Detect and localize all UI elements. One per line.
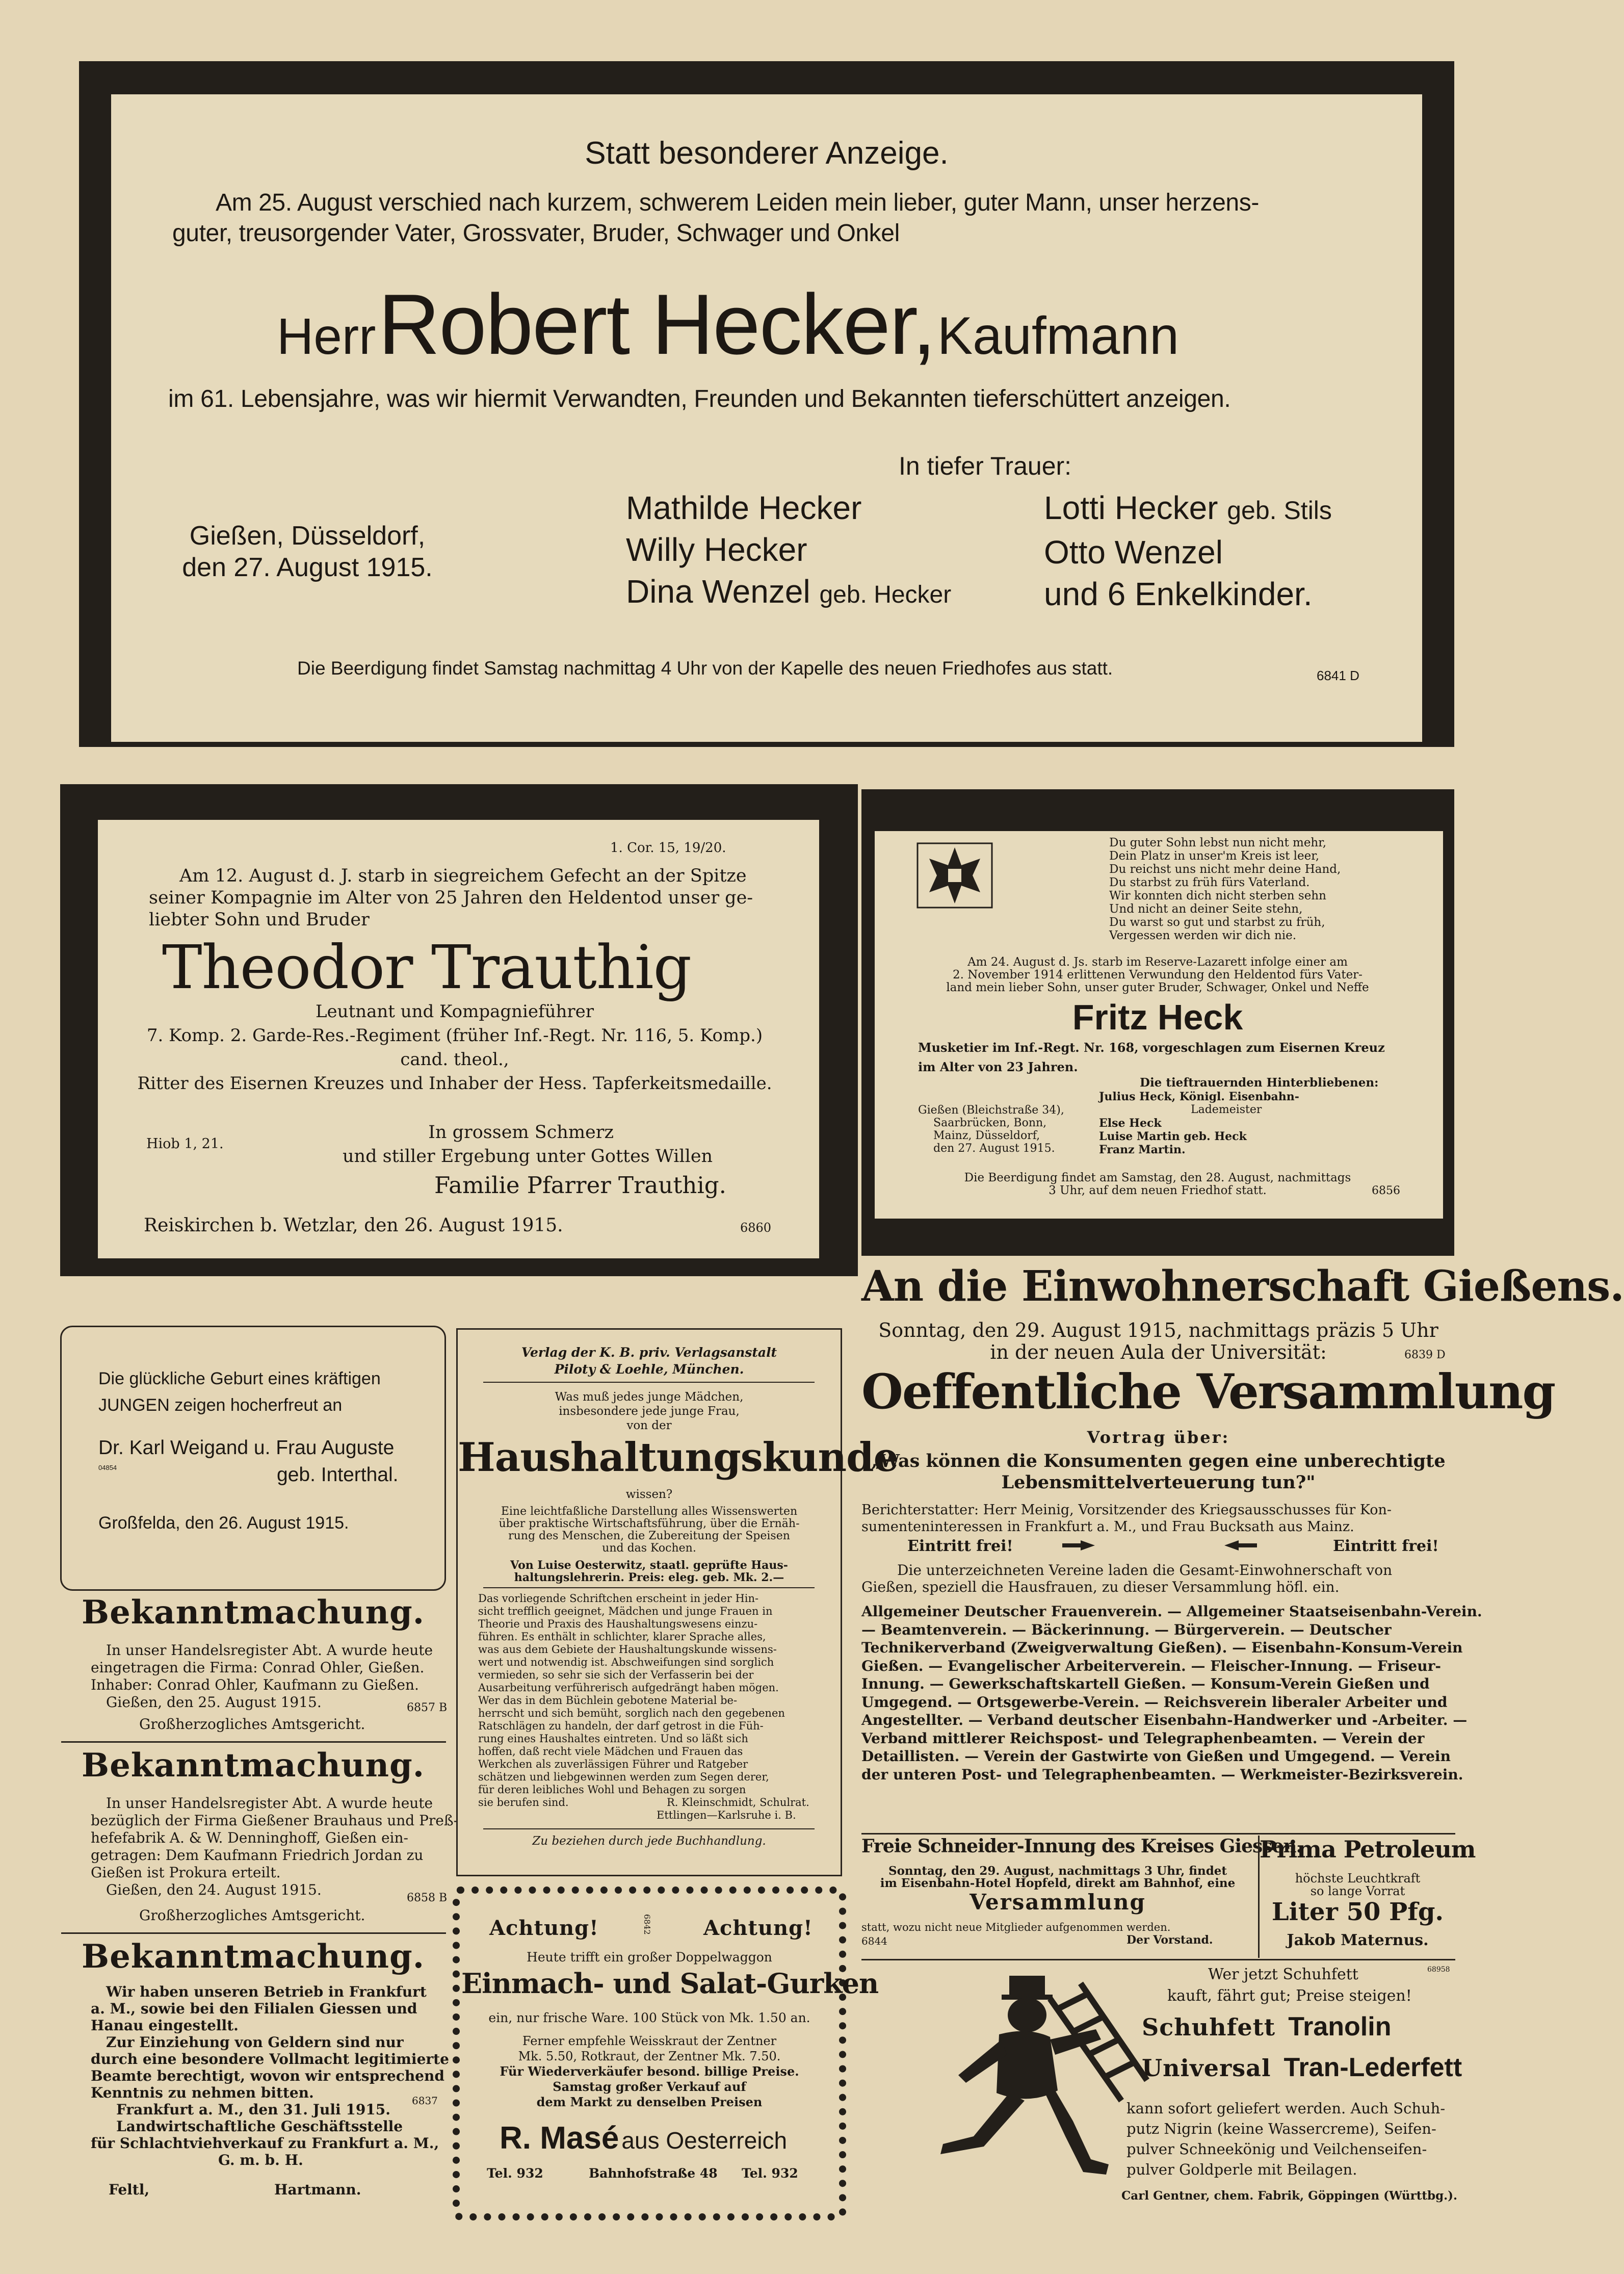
meeting-info: Sonntag, den 29. August, nachmittags 3 Uhr, findet im Eisenbahn-Hotel Hopfeld, direkt am Bahnhof, eine (880, 1864, 1236, 1890)
reviewer: R. Kleinschmidt, Schulrat. (667, 1796, 809, 1808)
text-line: Wer jetzt Schuhfett (1208, 1966, 1358, 1983)
rank-block (123, 1000, 786, 1096)
signature: Großherzogliches Amtsgericht. (139, 1716, 365, 1733)
deceased-name: Fritz Heck (1072, 997, 1243, 1037)
invitation: Die unterzeichneten Vereine laden die Gesamt-Einwohnerschaft von Gießen, speziell die Hausfrauen, zu dieser Versammlung höfl. ein. (861, 1562, 1393, 1595)
mourner: Mathilde Hecker (626, 489, 862, 526)
text-line: liebter Sohn und Bruder (149, 910, 370, 930)
poem: Du guter Sohn lebst nun nicht mehr, Dein Platz in unser'm Kreis ist leer, Du reichst uns nicht mehr deine Hand, Du starbst zu früh fürs Vaterland. Wir konnten dich nicht sterben sehn Und nicht an deiner Seite stehn, Du warst so gut und starbst zu früh, Vergessen werden wir dich nie. (1109, 836, 1341, 942)
meeting-place: in der neuen Aula der Universität: (990, 1341, 1327, 1363)
product-title: Einmach- und Salat-Gurken (461, 1967, 879, 2000)
seller: Jakob Maternus. (1287, 1931, 1429, 1949)
reviewer-place: Ettlingen—Karlsruhe i. B. (657, 1809, 796, 1821)
pointing-hand-icon (1223, 1537, 1259, 1554)
product-1: Schuhfett Tranolin (1142, 2012, 1392, 2042)
ad-code: 6844 (861, 1935, 887, 1947)
rank: Leutnant und Kompagnieführer (315, 1001, 594, 1022)
deceased-name: Theodor Trauthig (162, 932, 692, 1002)
product-2: Universal Tran-Lederfett (1142, 2053, 1462, 2082)
book-title: Haushaltungskunde (458, 1434, 899, 1481)
firm-name: R. Masé aus Oesterreich (500, 2121, 788, 2156)
notice-heading: An die Einwohnerschaft Gießens. (861, 1262, 1624, 1311)
author: Von Luise Oesterwitz, staatl. geprüfte Haus- haltungslehrerin. Preis: eleg. geb. Mk. 2.— (510, 1559, 788, 1584)
deceased-name (277, 275, 1179, 374)
verse-ref: 1. Cor. 15, 19/20. (610, 840, 726, 856)
question: Was muß jedes junge Mädchen, insbesondere jede junge Frau, von der (555, 1390, 744, 1432)
talk-title: „Was können die Konsumenten gegen eine unberechtigte Lebensmittelverteuerung tun?" (871, 1451, 1446, 1493)
notice-ohler (60, 1593, 446, 1741)
survivors: Julius Heck, Königl. Eisenbahn- Lademeister Else Heck Luise Martin geb. Heck Franz Martin. (1099, 1090, 1299, 1156)
text-block: Am 24. August d. Js. starb im Reserve-Lazarett infolge einer am 2. November 1914 erlittenen Verwundung den Heldentod fürs Vater- land mein lieber Sohn, unser guter Bruder, Schwager, Onkel und Neffe (946, 955, 1369, 994)
product-info: kann sofort geliefert werden. Auch Schuh- putz Nigrin (keine Wassercreme), Seifen- pulver Schneekönig und Veilchenseifen- pulver Goldperle mit Beilagen. (1127, 2100, 1446, 2178)
associations: Allgemeiner Deutscher Frauenverein. — Allgemeiner Staatseisenbahn-Verein. — Beamtenverein. — Bäckerinnung. — Bürgerverein. — Deutscher Technikerverband (Zweigverwaltung Gießen). — Eisenbahn-Konsum-Verein Gießen. — Evangelischer Arbeiterverein. — Fleischer-Innung. — Friseur- Innung. — Gewerkschaftskartell Gießen. — Konsum-Verein Gießen und Umgegend. — Ortsgewerbe-Verein. — Reichsverein liberaler Arbeiter und Angestellter. — Verband deutscher Eisenbahn-Handwerker und -Arbeiter. — Verband mittlerer Reichspost- und Telegraphenbeamten. — Verein der Detaillisten. — Verein der Gastwirte von Gießen und Umgegend. — Verein der unteren Post- und Telegraphenbeamten. — Werkmeister-Bezirksverein. (861, 1603, 1482, 1783)
title-herr: Herr (277, 308, 376, 365)
availability: Zu beziehen durch jede Buchhandlung. (532, 1834, 766, 1848)
honors: Ritter des Eisernen Kreuzes und Inhaber der Hess. Tapferkeitsmedaille. (137, 1073, 772, 1094)
rank: Musketier im Inf.-Regt. Nr. 168, vorgeschlagen zum Eisernen Kreuz (918, 1040, 1385, 1055)
obituary-trauthig-box (98, 820, 819, 1258)
manufacturer: Carl Gentner, chem. Fabrik, Göppingen (Württbg.). (1121, 2189, 1458, 2203)
ad-code: 6856 (1372, 1184, 1400, 1197)
prices: Ferner empfehle Weisskraut der Zentner Mk. 5.50, Rotkraut, der Zentner Mk. 7.50. Für Wiederverkäufer besond. billige Preise. Samstag großer Verkauf auf dem Markt zu denselben Preisen (500, 2034, 799, 2109)
review-text: Das vorliegende Schriftchen erscheint in jeder Hin- sicht trefflich geeignet, Mädchen und junge Frauen in Theorie und Praxis des Haushaltungswesens einzu- führen. Es enthält in schlichter, klarer Sprache alles, was aus dem Gebiete der Haushaltungskunde wissens- wert und notwendig ist. Abschweifungen sind sorglich vermieden, so sehr sie sich der Verfasserin bei der Ausarbeitung verführerisch aufgedrängt haben mögen. Wer das in dem Büchlein gebotene Material be- herrscht und sich bemüht, sorglich nach den gegebenen Ratschlägen zu handeln, der darf getrost in die Füh- rung eines Haushaltes eintreten. Und so läßt sich hoffen, daß recht viele Mädchen und Frauen das Werkchen als zuverlässigen Führer und Ratgeber schätzen und liebgewinnen werden zum Segen derer, für deren leibliches Wohl und Behagen zu sorgen sie berufen sind. (478, 1592, 785, 1808)
pointing-hand-icon (1060, 1537, 1096, 1554)
ad-code: 6842 (642, 1914, 652, 1935)
family-name: Familie Pfarrer Trauthig. (434, 1172, 726, 1199)
signature-left: Feltl, (109, 2181, 150, 2198)
parents: Dr. Karl Weigand u. Frau Auguste (98, 1437, 395, 1459)
entry-left: Eintritt frei! (907, 1537, 1013, 1555)
chimney-sweep-illustration (882, 1968, 1147, 2198)
iron-cross-icon (916, 842, 993, 909)
ad-code: 6841 D (1317, 668, 1359, 683)
notice-body: In unser Handelsregister Abt. A wurde heute bezüglich der Firma Gießener Brauhaus und Preß- hefefabrik A. & W. Denninghoff, Gießen ein- getragen: Dem Kaufmann Friedrich Jordan zu Gießen ist Prokura erteilt. Gießen, den 24. August 1915. (91, 1795, 459, 1898)
survivors-heading: Die tieftrauernden Hinterbliebenen: (1140, 1076, 1379, 1090)
name-suffix: Kaufmann (937, 306, 1179, 366)
public-meeting-notice (861, 1262, 1624, 1830)
text-line: Am 12. August d. J. starb in siegreichem Gefecht an der Spitze (179, 866, 747, 886)
age: im Alter von 23 Jahren. (918, 1060, 1078, 1074)
text-line: Am 25. August verschied nach kurzem, schwerem Leiden mein lieber, guter Mann, unser herzens- (216, 189, 1259, 216)
attention-right: Achtung! (703, 1916, 813, 1940)
talk-label: Vortrag über: (1087, 1428, 1230, 1447)
text-line: JUNGEN zeigen hocherfreut an (98, 1396, 343, 1415)
ad-code: 68958 (1427, 1966, 1450, 1974)
ad-code: 6857 B (407, 1701, 448, 1714)
notice-frankfurt (60, 1937, 449, 2213)
place: Gießen, Düsseldorf, (189, 521, 426, 551)
speakers: Berichterstatter: Herr Meinig, Vorsitzender des Kriegsausschusses für Kon- sumenteninteressen in Frankfurt a. M., und Frau Bucksath aus Mainz. (861, 1502, 1392, 1535)
sorrow-block: In grossem Schmerz und stiller Ergebung unter Gottes Willen (343, 1122, 713, 1167)
maiden-name: geb. Interthal. (277, 1464, 399, 1486)
signature-right: Hartmann. (274, 2181, 361, 2198)
date: den 27. August 1915. (182, 553, 433, 582)
notice-heading: Freie Schneider-Innung des Kreises Giessen. (861, 1836, 1302, 1857)
funeral-note: Die Beerdigung findet Samstag nachmittag 4 Uhr von der Kapelle des neuen Friedhofes aus statt. (297, 658, 1113, 679)
notice-body: In unser Handelsregister Abt. A wurde heute eingetragen die Firma: Conrad Ohler, Gießen. Inhaber: Conrad Ohler, Kaufmann zu Gießen. Gießen, den 25. August 1915. (91, 1642, 433, 1711)
study: cand. theol., (400, 1049, 509, 1070)
notice-brauhaus (60, 1746, 459, 1932)
obituary-hecker-box (111, 94, 1422, 742)
regiment: 7. Komp. 2. Garde-Res.-Regiment (früher Inf.-Regt. Nr. 116, 5. Komp.) (146, 1025, 763, 1046)
tailors-guild-notice (861, 1836, 1302, 1958)
question-end: wissen? (625, 1488, 673, 1501)
name-main: Robert Hecker, (378, 276, 935, 372)
shoe-grease-advert (861, 1960, 1462, 2215)
phone-right: Tel. 932 (742, 2166, 798, 2181)
text-line: Heute trifft ein großer Doppelwaggon (527, 1950, 772, 1965)
entry-right: Eintritt frei! (1333, 1537, 1439, 1555)
notice-heading: Bekanntmachung. (81, 1593, 425, 1632)
place-date: Großfelda, den 26. August 1915. (98, 1513, 349, 1533)
mourner: Dina Wenzel geb. Hecker (626, 573, 952, 610)
mourner: Lotti Hecker geb. Stils (1044, 489, 1332, 526)
mourning-label: In tiefer Trauer: (899, 452, 1072, 480)
text-line: seiner Kompagnie im Alter von 25 Jahren den Heldentod unser ge- (149, 888, 753, 908)
address: Bahnhofstraße 48 (589, 2166, 718, 2181)
text-line: guter, treusorgender Vater, Grossvater, Bruder, Schwager und Onkel (172, 220, 900, 247)
place-date: Reiskirchen b. Wetzlar, den 26. August 1915. (144, 1215, 563, 1236)
notice-heading: Bekanntmachung. (81, 1937, 425, 1976)
places: Gießen (Bleichstraße 34), Saarbrücken, Bonn, Mainz, Düsseldorf, den 27. August 1915. (918, 1104, 1064, 1155)
ad-code: 6837 (412, 2095, 438, 2107)
obituary-heck-box (875, 831, 1443, 1219)
petroleum-advert (1258, 1836, 1476, 1958)
book-advert (456, 1328, 899, 1876)
price: Liter 50 Pfg. (1271, 1898, 1444, 1926)
mourner: Otto Wenzel (1044, 534, 1223, 571)
text-line: ein, nur frische Ware. 100 Stück von Mk. 1.50 an. (488, 2010, 810, 2025)
ad-code: 6858 B (407, 1892, 448, 1904)
place-date (154, 520, 460, 583)
mourners-right (1044, 487, 1332, 615)
ad-code: 6839 D (1404, 1349, 1446, 1361)
attention-left: Achtung! (489, 1916, 599, 1940)
meeting-title: Versammlung (970, 1890, 1146, 1915)
funeral-note: Die Beerdigung findet am Samstag, den 28. August, nachmittags 3 Uhr, auf dem neuen Friedhof statt. (964, 1171, 1351, 1197)
publisher: Verlag der K. B. priv. Verlagsanstalt Piloty & Loehle, München. (521, 1345, 777, 1377)
birth-announcement (60, 1326, 446, 1591)
mourner: und 6 Enkelkinder. (1044, 576, 1313, 612)
meeting-date: Sonntag, den 29. August 1915, nachmittags präzis 5 Uhr (878, 1319, 1438, 1341)
notice-heading: Bekanntmachung. (81, 1746, 425, 1785)
text-line: kauft, fährt gut; Preise steigen! (1167, 1987, 1412, 2005)
signature: Der Vorstand. (1127, 1933, 1213, 1947)
tagline: höchste Leuchtkraft so lange Vorrat (1295, 1871, 1421, 1898)
mourners-left (626, 487, 951, 616)
ad-code: 04854 (98, 1464, 117, 1471)
phone-left: Tel. 932 (487, 2166, 543, 2181)
bible-ref: Hiob 1, 21. (146, 1136, 224, 1152)
ad-code: 6860 (740, 1221, 772, 1235)
mourner: Willy Hecker (626, 531, 807, 568)
notice-body: Wir haben unseren Betrieb in Frankfurt a. M., sowie bei den Filialen Giessen und Hanau eingestellt. Zur Einziehung von Geldern sind nur durch eine besondere Vollmacht legitimierte Beamte berechtigt, wovon wir entsprechend Kenntnis zu nehmen bitten. Frankfurt a. M., den 31. Juli 1915. Landwirtschaftliche Geschäftsstelle für Schlachtviehverkauf zu Frankfurt a. M., G. m. b. H. (91, 1983, 449, 2168)
book-description: Eine leichtfaßliche Darstellung alles Wissenswerten über praktische Wirtschaftsführung, über die Ernäh- rung des Menschen, die Zubereitung der Speisen und das Kochen. (499, 1505, 800, 1555)
ad-heading: Statt besonderer Anzeige. (585, 136, 949, 171)
text-line: im 61. Lebensjahre, was wir hiermit Verwandten, Freunden und Bekannten tieferschüttert anzeigen. (168, 385, 1231, 412)
meeting-title: Oeffentliche Versammlung (861, 1364, 1555, 1420)
signature: Großherzogliches Amtsgericht. (139, 1907, 365, 1924)
product-title: Prima Petroleum (1260, 1836, 1476, 1863)
text-line: Die glückliche Geburt eines kräftigen (98, 1369, 381, 1388)
text-line: statt, wozu nicht neue Mitglieder aufgenommen werden. (861, 1921, 1171, 1933)
